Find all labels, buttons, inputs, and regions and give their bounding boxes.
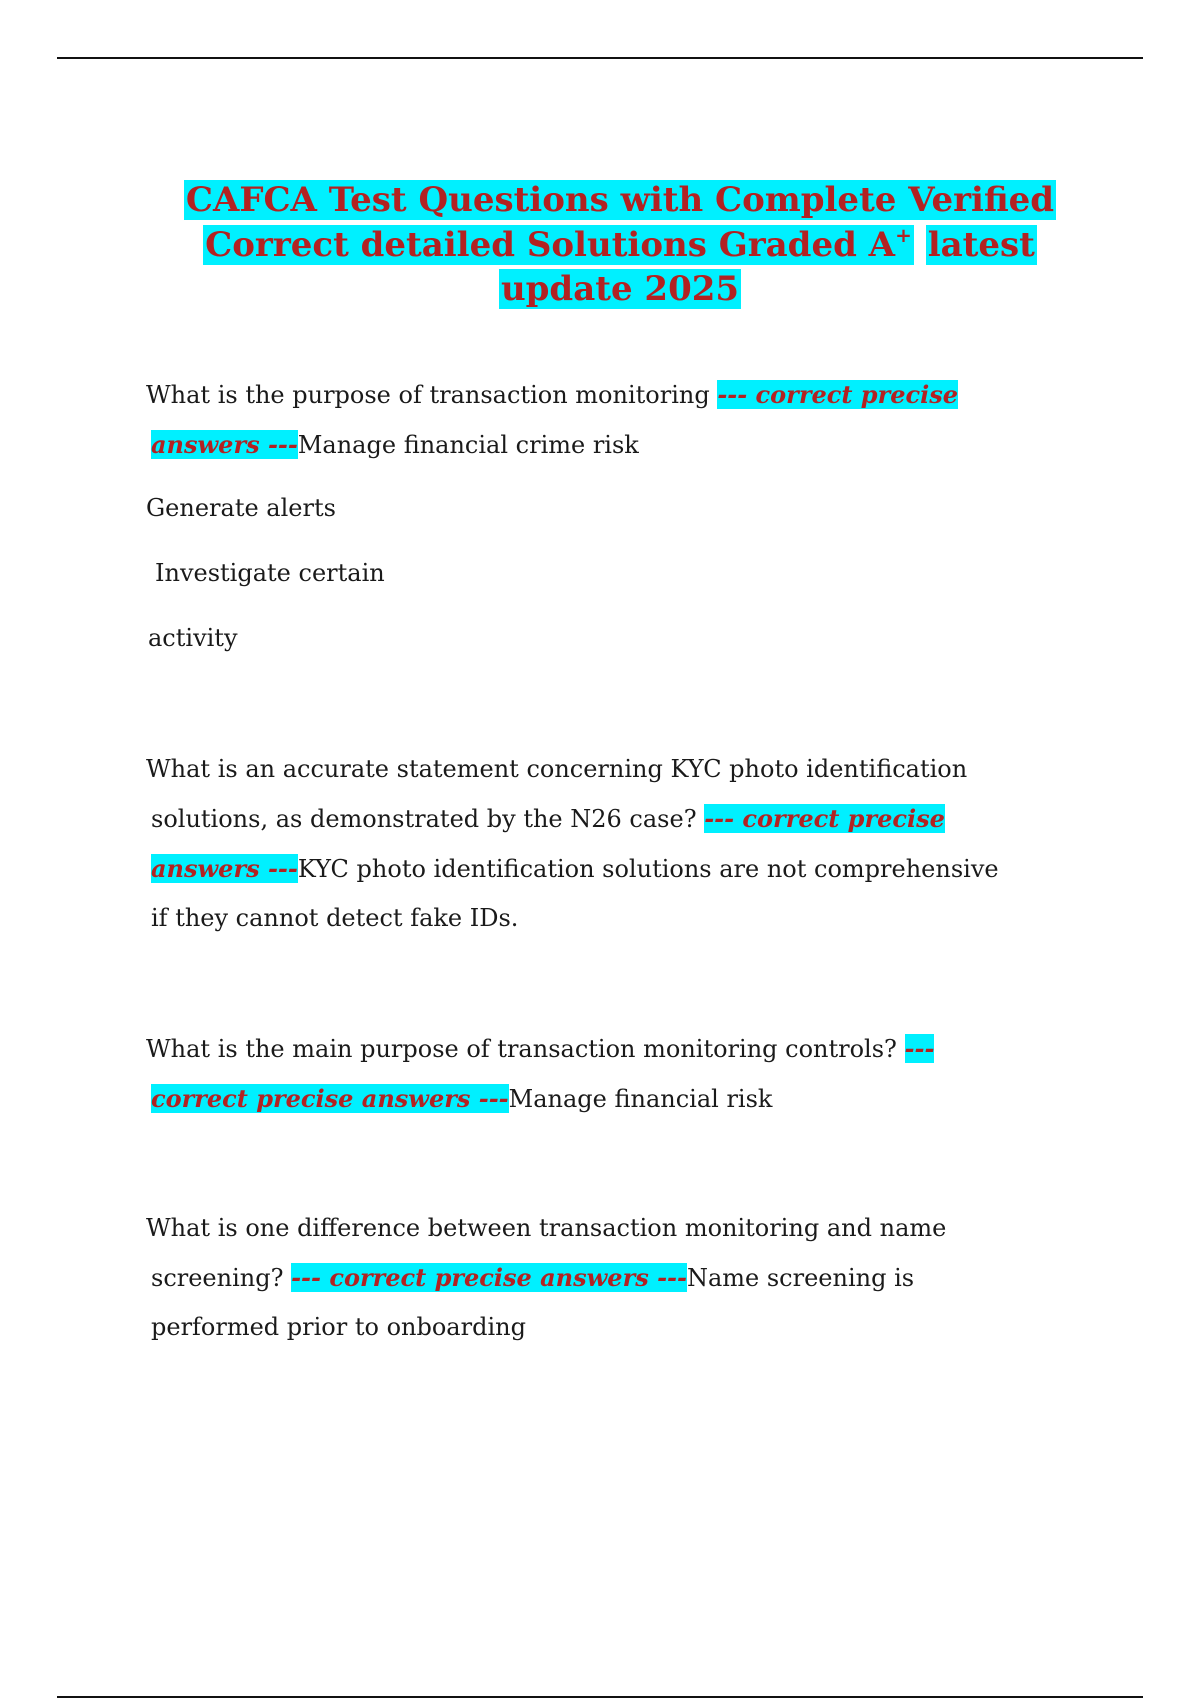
question-2 xyxy=(146,745,1076,943)
title-line-1: CAFCA Test Questions with Complete Verified xyxy=(185,180,1055,220)
answer-1-word-investigate: Investigate xyxy=(155,559,291,587)
answer-1-text: Manage financial crime risk xyxy=(297,431,639,459)
question-4-line-1: What is one difference between transaction monitoring and name xyxy=(146,1214,947,1242)
answer-marker: --- correct precise answers --- xyxy=(291,1263,687,1292)
answer-marker: answers --- xyxy=(151,430,298,459)
bottom-rule xyxy=(57,1696,1143,1698)
title-line-2-main: Correct detailed Solutions Graded A xyxy=(205,224,896,265)
question-1 xyxy=(146,370,1076,470)
question-2-line-2 xyxy=(146,794,1076,844)
question-2-text: solutions, as demonstrated by the N26 case? xyxy=(151,805,705,833)
answer-4-continuation: performed prior to onboarding xyxy=(151,1313,526,1341)
title-superscript: + xyxy=(895,222,912,247)
answer-marker: --- xyxy=(904,1034,935,1063)
answer-2-text: KYC photo identification solutions are not comprehensive xyxy=(297,855,999,883)
question-3-answer-line xyxy=(146,1074,1076,1124)
answer-1-item-activity: activity xyxy=(148,624,238,652)
title-line-2-end: latest xyxy=(927,224,1035,265)
answer-1-item-generate-alerts: Generate alerts xyxy=(146,494,336,522)
answer-1-item-investigate xyxy=(155,558,385,588)
question-1-text: What is the purpose of transaction monitoring xyxy=(146,381,718,409)
title-line-3: update 2025 xyxy=(500,269,740,309)
question-4 xyxy=(146,1204,1076,1352)
answer-marker: correct precise answers --- xyxy=(151,1084,509,1113)
question-2-line-1: What is an accurate statement concerning KYC photo identification xyxy=(146,755,968,783)
question-4-line-2 xyxy=(146,1253,1076,1303)
answer-marker: --- correct precise xyxy=(704,804,945,833)
question-2-answer-line xyxy=(146,844,1076,894)
title-line-2 xyxy=(203,222,914,265)
answer-3-text: Manage financial risk xyxy=(508,1085,773,1113)
question-3 xyxy=(146,1024,1076,1124)
answer-2-continuation: if they cannot detect fake IDs. xyxy=(151,904,519,932)
answer-1-word-certain: certain xyxy=(298,559,385,587)
question-1-answer-line xyxy=(146,420,1076,470)
question-4-text: screening? xyxy=(151,1264,292,1292)
question-3-text: What is the main purpose of transaction monitoring controls? xyxy=(146,1035,905,1063)
answer-4-text: Name screening is xyxy=(686,1264,915,1292)
top-rule xyxy=(57,57,1143,59)
document-title xyxy=(140,178,1100,312)
answer-marker: answers --- xyxy=(151,854,298,883)
answer-marker: --- correct precise xyxy=(717,380,958,409)
